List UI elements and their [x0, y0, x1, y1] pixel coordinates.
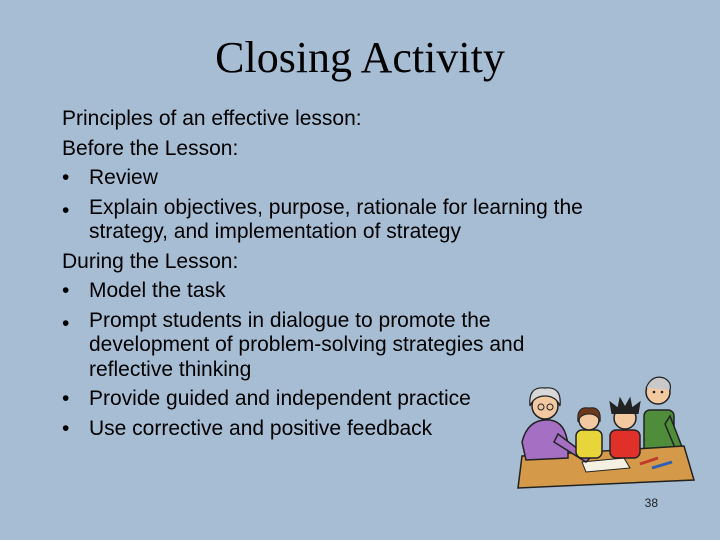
- teacher-students-illustration: [512, 372, 702, 490]
- student-girl-figure: [576, 408, 602, 458]
- bullet-text: Model the task: [89, 279, 226, 302]
- bullet-marker: •: [62, 416, 70, 440]
- bullet-text: Review: [89, 166, 158, 189]
- student-boy-figure: [610, 398, 640, 458]
- bullet-item: [62, 193, 682, 247]
- during-lesson-heading: During the Lesson:: [62, 249, 239, 273]
- bullet-marker: •: [62, 166, 70, 189]
- bullet-item: [62, 163, 682, 193]
- bullet-text: Explain objectives, purpose, rationale for learning the strategy, and implementation of strategy: [89, 195, 583, 243]
- page-number: 38: [644, 496, 658, 510]
- bullet-text: Use corrective and positive feedback: [89, 416, 433, 440]
- before-lesson-heading: Before the Lesson:: [62, 136, 239, 160]
- bullet-marker: •: [62, 311, 70, 335]
- bullet-marker: •: [62, 198, 70, 222]
- bullet-marker: •: [62, 279, 70, 302]
- intro-line: Principles of an effective lesson:: [62, 107, 362, 130]
- bullet-text: Provide guided and independent practice: [89, 387, 471, 410]
- slide-title: Closing Activity: [215, 33, 505, 82]
- bullet-item: [62, 276, 682, 306]
- bullet-text: Prompt students in dialogue to promote the development of problem-solving strategies and reflective thinking: [89, 308, 525, 381]
- bullet-marker: •: [62, 387, 70, 410]
